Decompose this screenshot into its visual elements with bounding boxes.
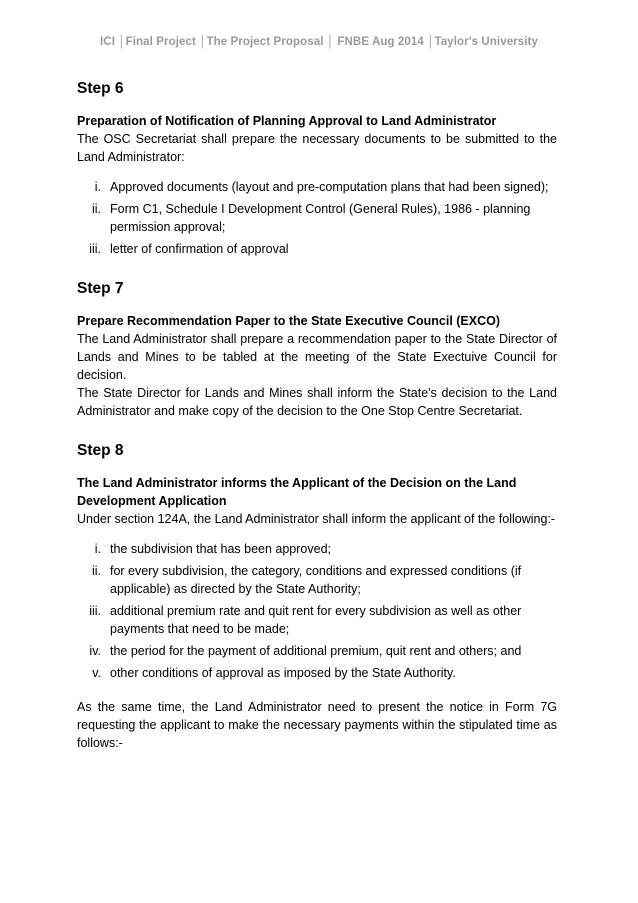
step-8-list (77, 540, 557, 682)
list-text: the subdivision that has been approved; (110, 542, 331, 556)
step-8-heading: Step 8 (77, 442, 124, 459)
list-number: iv. (89, 644, 101, 658)
list-number: i. (94, 180, 101, 194)
step-8-closing: As the same time, the Land Administrator need to present the notice in Form 7G requesting the applicant to make the necessary payments within the stipulated time as follows:- (77, 700, 557, 750)
list-text: the period for the payment of additional premium, quit rent and others; and (110, 644, 522, 658)
step-8-subheading: The Land Administrator informs the Applicant of the Decision on the Land Development Application (77, 476, 517, 508)
list-item (77, 240, 557, 258)
list-item (77, 602, 557, 638)
list-text: Form C1, Schedule I Development Control (General Rules), 1986 - planning permission approval; (110, 202, 531, 234)
step-6-subheading: Preparation of Notification of Planning Approval to Land Administrator (77, 114, 497, 128)
step-6-heading: Step 6 (77, 80, 124, 97)
step-6-intro: The OSC Secretariat shall prepare the necessary documents to be submitted to the Land Administrator: (77, 132, 557, 164)
list-item (77, 200, 557, 236)
step-7-subheading: Prepare Recommendation Paper to the State Executive Council (EXCO) (77, 314, 501, 328)
list-number: i. (94, 542, 101, 556)
step-7-paragraph-1: The Land Administrator shall prepare a recommendation paper to the State Director of Lands and Mines to be tabled at the meeting of the State Exectuive Council for decision. (77, 332, 557, 382)
list-item (77, 642, 557, 660)
list-number: ii. (91, 564, 101, 578)
list-item (77, 664, 557, 682)
step-7-paragraph-2: The State Director for Lands and Mines shall inform the State's decision to the Land Administrator and make copy of the decision to the One Stop Centre Secretariat. (77, 386, 557, 418)
page-header: ICI │Final Project │The Project Proposal │ FNBE Aug 2014 │Taylor's University (100, 36, 538, 48)
list-text: Approved documents (layout and pre-computation plans that had been signed); (110, 180, 549, 194)
step-7-heading: Step 7 (77, 280, 124, 297)
list-number: ii. (91, 202, 101, 216)
list-text: additional premium rate and quit rent for every subdivision as well as other payments that need to be made; (110, 604, 522, 636)
list-text: other conditions of approval as imposed by the State Authority. (110, 666, 456, 680)
list-text: for every subdivision, the category, conditions and expressed conditions (if applicable) as directed by the State Authority; (110, 564, 522, 596)
list-item (77, 562, 557, 598)
step-8-intro: Under section 124A, the Land Administrator shall inform the applicant of the following:- (77, 512, 556, 526)
list-number: iii. (89, 604, 101, 618)
list-number: v. (92, 666, 101, 680)
list-text: letter of confirmation of approval (110, 242, 289, 256)
list-item (77, 178, 557, 196)
step-6-list (77, 178, 557, 258)
list-number: iii. (89, 242, 101, 256)
list-item (77, 540, 557, 558)
page-content (77, 80, 557, 752)
